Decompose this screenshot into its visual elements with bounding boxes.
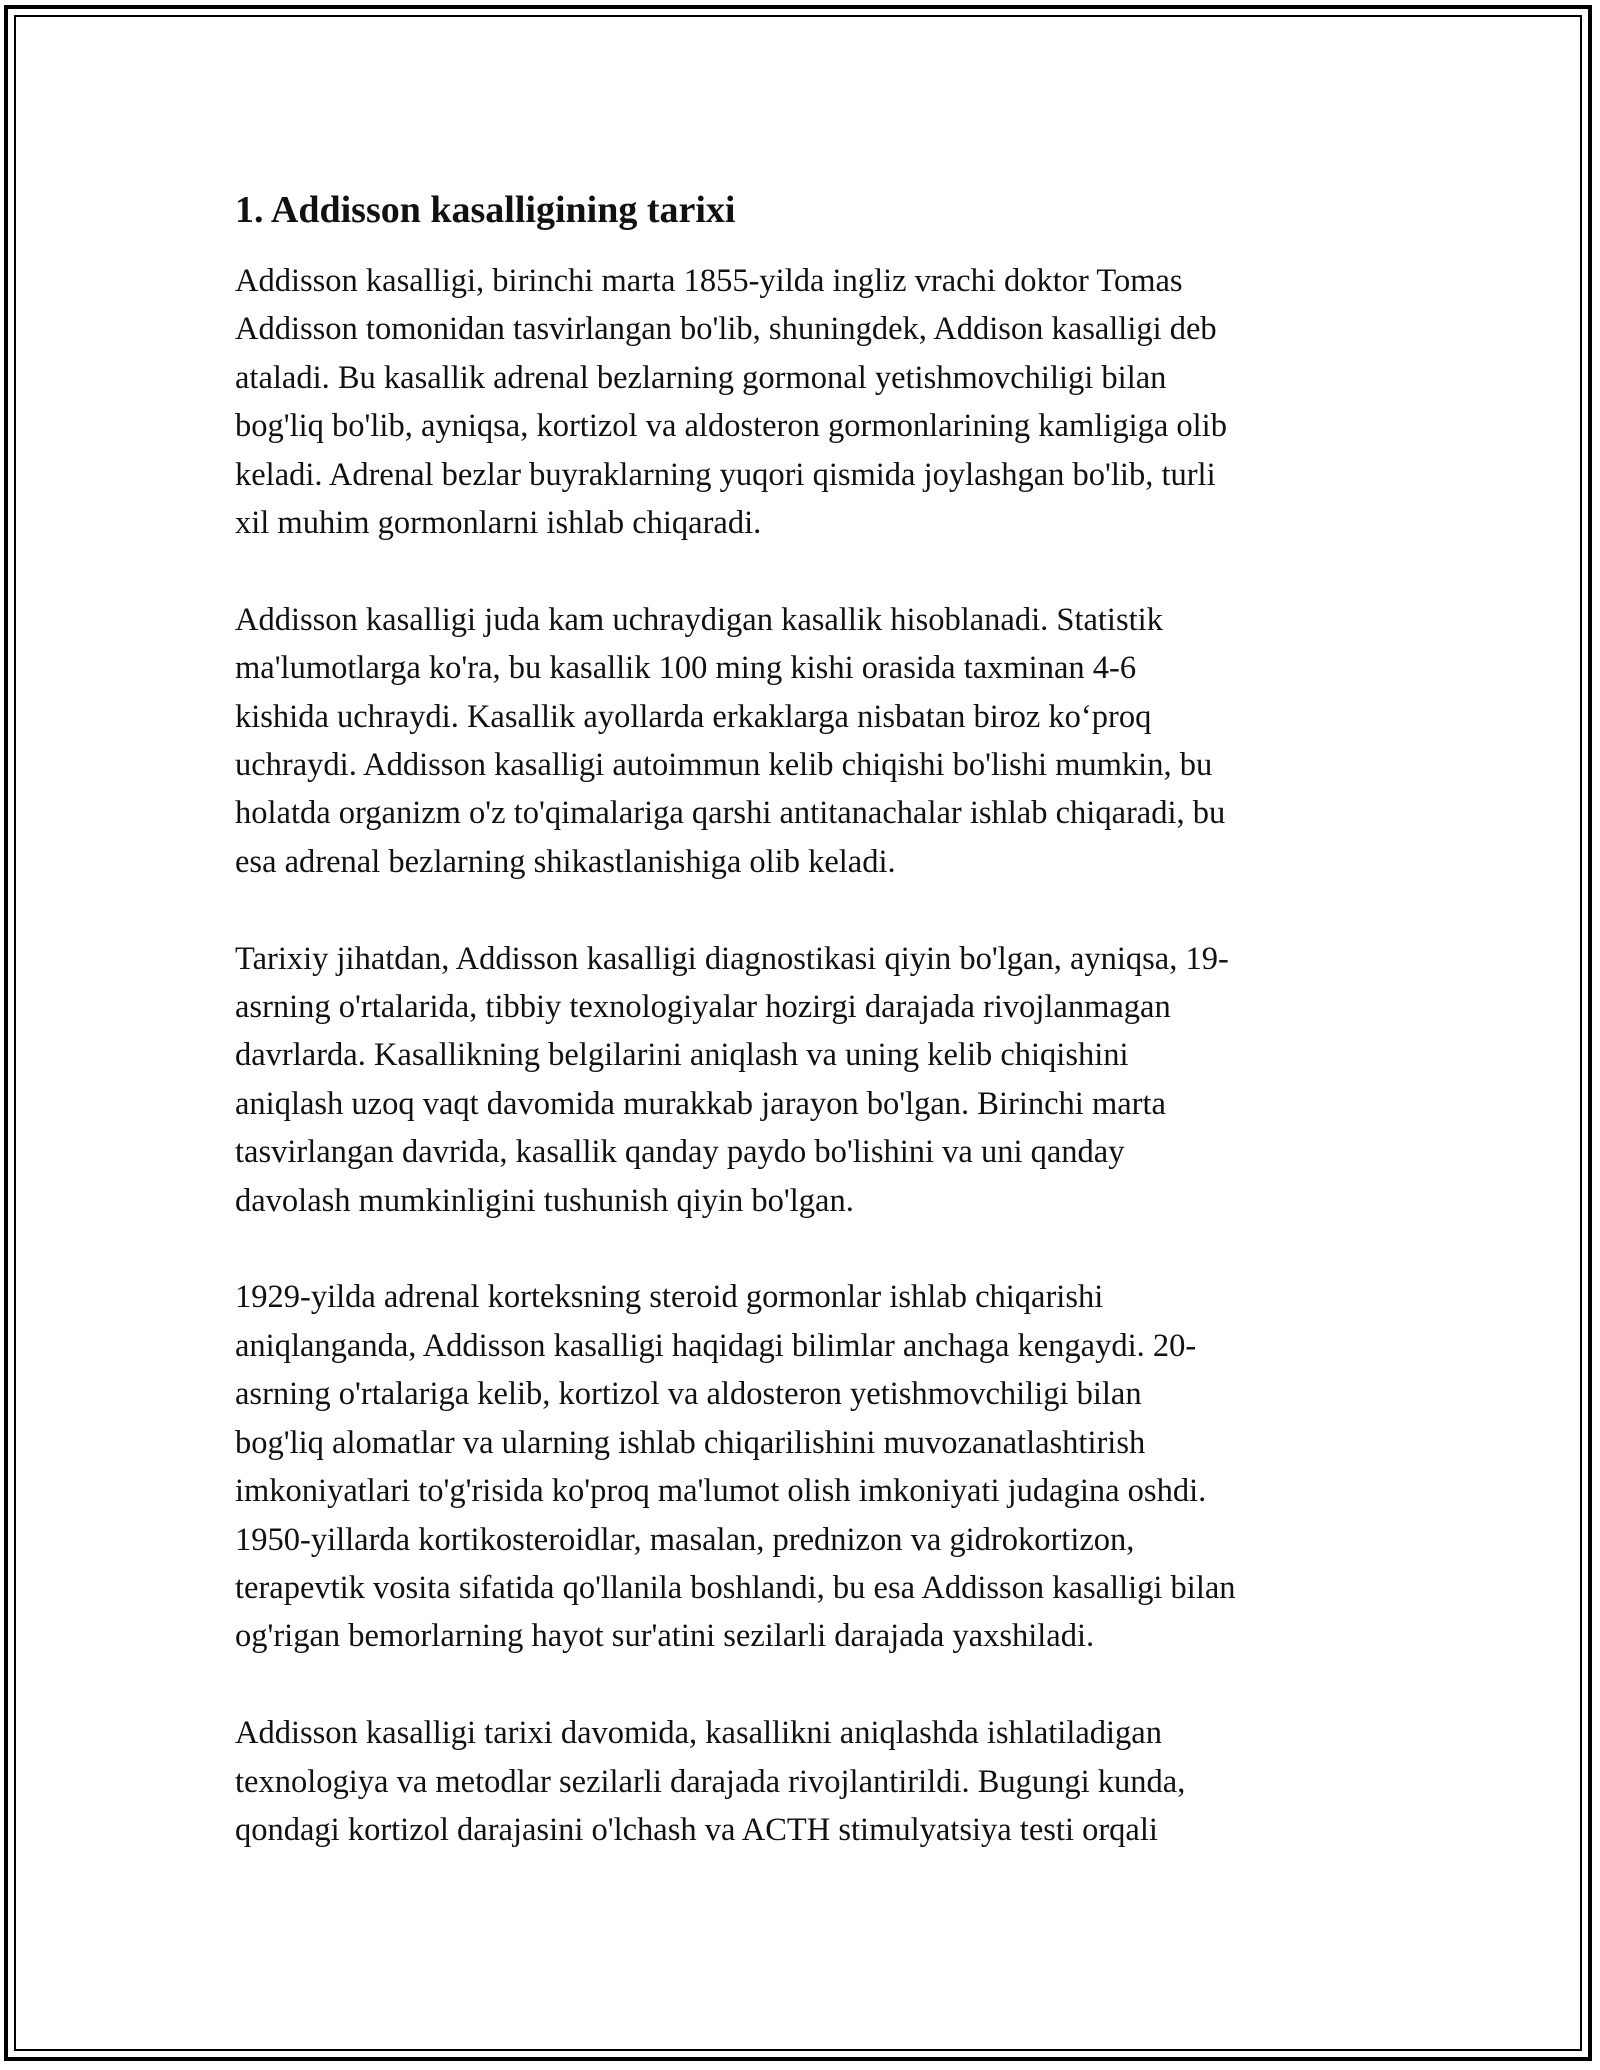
section-heading: 1. Addisson kasalligining tarixi bbox=[235, 189, 736, 231]
paragraph-1: Addisson kasalligi, birinchi marta 1855-yilda ingliz vrachi doktor Tomas Addisson tomonidan tasvirlangan bo'lib, shuningdek, Addison kasalligi deb ataladi. Bu kasallik adrenal bezlarning gormonal yetishmovchiligi bilan bog'liq bo'lib, ayniqsa, kortizol va aldosteron gormonlarining kamligiga olib keladi. Adrenal bezlar buyraklarning yuqori qismida joylashgan bo'lib, turli xil muhim gormonlarni ishlab chiqaradi. bbox=[235, 263, 1227, 542]
paragraph-3: Tarixiy jihatdan, Addisson kasalligi diagnostikasi qiyin bo'lgan, ayniqsa, 19- asrning o'rtalarida, tibbiy texnologiyalar hozirgi darajada rivojlanmagan davrlarda. Kasallikning belgilarini aniqlash va uning kelib chiqishini aniqlash uzoq vaqt davomida murakkab jarayon bo'lgan. Birinchi marta tasvirlangan davrida, kasallik qanday paydo bo'lishini va uni qanday davolash mumkinligini tushunish qiyin bo'lgan. bbox=[235, 940, 1229, 1219]
paragraph-4: 1929-yilda adrenal korteksning steroid gormonlar ishlab chiqarishi aniqlanganda, Addisson kasalligi haqidagi bilimlar anchaga kengaydi. 20- asrning o'rtalariga kelib, kortizol va aldosteron yetishmovchiligi bilan bog'liq alomatlar va ularning ishlab chiqarilishini muvozanatlashtirish imkoniyatlari to'g'risida ko'proq ma'lumot olish imkoniyati judagina oshdi. 1950-yillarda kortikosteroidlar, masalan, prednizon va gidrokortizon, terapevtik vosita sifatida qo'llanila boshlandi, bu esa Addisson kasalligi bilan og'rigan bemorlarning hayot sur'atini sezilarli darajada yaxshiladi. bbox=[235, 1279, 1236, 1655]
paragraph-5: Addisson kasalligi tarixi davomida, kasallikni aniqlashda ishlatiladigan texnologiya va metodlar sezilarli darajada rivojlantirildi. Bugungi kunda, qondagi kortizol darajasini o'lchash va ACTH stimulyatsiya testi orqali bbox=[235, 1715, 1186, 1848]
document-body bbox=[235, 185, 1365, 1903]
paragraph-2: Addisson kasalligi juda kam uchraydigan kasallik hisoblanadi. Statistik ma'lumotlarga ko'ra, bu kasallik 100 ming kishi orasida taxminan 4-6 kishida uchraydi. Kasallik ayollarda erkaklarga nisbatan biroz ko‘proq uchraydi. Addisson kasalligi autoimmun kelib chiqishi bo'lishi mumkin, bu holatda organizm o'z to'qimalariga qarshi antitanachalar ishlab chiqaradi, bu esa adrenal bezlarning shikastlanishiga olib keladi. bbox=[235, 601, 1226, 880]
